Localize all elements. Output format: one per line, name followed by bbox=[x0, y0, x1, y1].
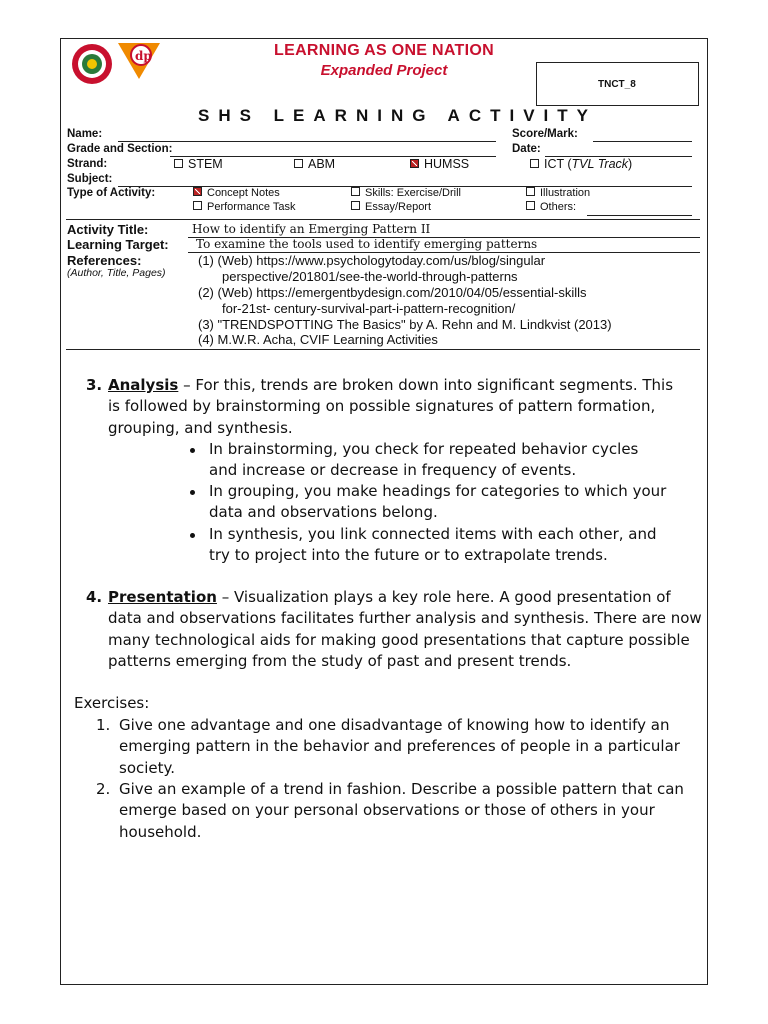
analysis-paragraph: Analysis – For this, trends are broken down into significant segments. This is followed by brainstorming on possible signatures of pattern formation, grouping, and synthesis. bbox=[108, 376, 674, 437]
section-number: 3. bbox=[86, 376, 103, 394]
strand-option-ict[interactable]: ICT (TVL Track) bbox=[530, 157, 632, 171]
type-option-essay-report[interactable]: Essay/Report bbox=[351, 201, 431, 213]
activity-code: TNCT_8 bbox=[598, 79, 636, 90]
score-field[interactable] bbox=[593, 141, 692, 142]
name-field[interactable] bbox=[118, 141, 496, 142]
subject-label: Subject: bbox=[67, 173, 113, 185]
reference-line: (3) "TRENDSPOTTING The Basics" by A. Rehn and M. Lindkvist (2013) bbox=[198, 317, 612, 332]
reference-line: (2) (Web) https://emergentbydesign.com/2010/04/05/essential-skills bbox=[198, 285, 587, 300]
learning-target: To examine the tools used to identify emerging patterns bbox=[196, 237, 538, 251]
strand-option-stem[interactable]: STEM bbox=[174, 157, 223, 171]
learning-target-label: Learning Target: bbox=[67, 237, 169, 252]
activity-title-label: Activity Title: bbox=[67, 222, 149, 237]
type-option-others[interactable]: Others: bbox=[526, 201, 576, 213]
reference-line: (4) M.W.R. Acha, CVIF Learning Activities bbox=[198, 332, 438, 347]
exercise-item: Give one advantage and one disadvantage of knowing how to identify an emerging pattern in the behavior and preferences of people in a particular society. bbox=[119, 716, 680, 777]
checkbox-icon bbox=[526, 187, 535, 196]
checked-checkbox-icon bbox=[410, 159, 419, 168]
strand-option-humss[interactable]: HUMSS bbox=[410, 157, 469, 171]
exercise-number: 2. bbox=[96, 780, 111, 798]
checkbox-icon bbox=[351, 201, 360, 210]
name-label: Name: bbox=[67, 128, 103, 140]
strand-label: Strand: bbox=[67, 158, 108, 170]
type-option-skills[interactable]: Skills: Exercise/Drill bbox=[351, 187, 461, 199]
checkbox-icon bbox=[193, 201, 202, 210]
type-option-concept-notes[interactable]: Concept Notes bbox=[193, 187, 280, 199]
svg-text:dp: dp bbox=[135, 49, 152, 63]
divider bbox=[66, 219, 700, 220]
bullet-icon bbox=[190, 533, 195, 538]
checkbox-icon bbox=[530, 159, 539, 168]
reference-line: (1) (Web) https://www.psychologytoday.com/us/blog/singular bbox=[198, 253, 546, 268]
checked-checkbox-icon bbox=[193, 187, 202, 196]
activity-banner: SHS LEARNING ACTIVITY bbox=[198, 106, 597, 125]
strand-option-abm[interactable]: ABM bbox=[294, 157, 335, 171]
divider bbox=[66, 349, 700, 350]
date-label: Date: bbox=[512, 143, 541, 155]
type-label: Type of Activity: bbox=[67, 187, 156, 199]
reference-line: for-21st- century-survival-part-i-pattern-recognition/ bbox=[222, 301, 516, 316]
reference-line: perspective/201801/see-the-world-through-patterns bbox=[222, 269, 518, 284]
checkbox-icon bbox=[526, 201, 535, 210]
activity-title: How to identify an Emerging Pattern II bbox=[192, 222, 431, 236]
checkbox-icon bbox=[294, 159, 303, 168]
grade-label: Grade and Section: bbox=[67, 143, 173, 155]
presentation-heading: Presentation bbox=[108, 588, 217, 606]
exercise-number: 1. bbox=[96, 716, 111, 734]
type-option-illustration[interactable]: Illustration bbox=[526, 187, 590, 199]
checkbox-icon bbox=[174, 159, 183, 168]
references-note: (Author, Title, Pages) bbox=[67, 267, 166, 279]
analysis-heading: Analysis bbox=[108, 376, 179, 394]
checkbox-icon bbox=[351, 187, 360, 196]
exercise-item: Give an example of a trend in fashion. Describe a possible pattern that can emerge based on your personal observations or those of others in your household. bbox=[119, 780, 684, 841]
bullet-icon bbox=[190, 490, 195, 495]
header-title: LEARNING AS ONE NATION bbox=[274, 42, 494, 59]
type-option-performance-task[interactable]: Performance Task bbox=[193, 201, 295, 213]
header-subtitle: Expanded Project bbox=[320, 62, 448, 79]
bullet-icon bbox=[190, 448, 195, 453]
score-label: Score/Mark: bbox=[512, 128, 578, 140]
section-number: 4. bbox=[86, 588, 103, 606]
others-field[interactable] bbox=[587, 215, 692, 216]
presentation-paragraph: Presentation – Visualization plays a key role here. A good presentation of data and observations facilitates further analysis and synthesis. There are now many technological aids for making good presentations that capture possible patterns emerging from the study of past and present trends. bbox=[108, 588, 702, 670]
bullet-item: In synthesis, you link connected items with each other, and try to project into the future or to extrapolate trends. bbox=[209, 525, 657, 565]
bullet-item: In brainstorming, you check for repeated behavior cycles and increase or decrease in frequency of events. bbox=[209, 440, 639, 480]
references-label: References: bbox=[67, 253, 142, 268]
exercises-label: Exercises: bbox=[74, 694, 150, 712]
bullet-item: In grouping, you make headings for categories to which your data and observations belong. bbox=[209, 482, 667, 522]
